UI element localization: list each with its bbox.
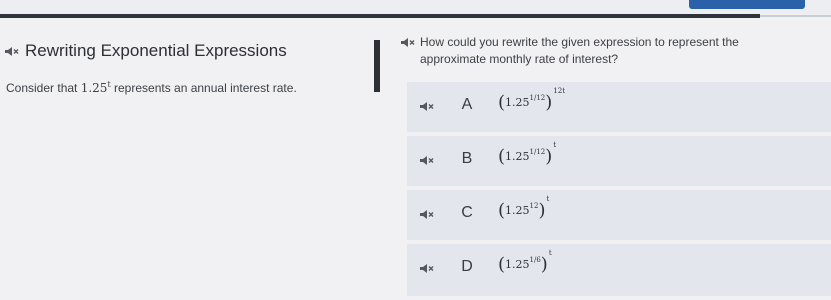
expr-inner-exponent: 1/12: [529, 93, 546, 102]
option-expression: $(1.25^{1/6})^t$: [498, 248, 552, 275]
expr-base: 1.25: [505, 258, 530, 271]
option-letter: D: [461, 258, 473, 275]
speaker-muted-icon[interactable]: [419, 155, 434, 166]
expr-inner-exponent: 12: [529, 201, 539, 210]
option-b[interactable]: [407, 136, 831, 186]
option-letter: A: [461, 96, 473, 113]
option-expression: $(1.25^{1/12})^{12t}$: [498, 86, 566, 113]
prompt-exponent: t: [107, 80, 111, 89]
progress-rule: [0, 14, 760, 18]
speaker-muted-icon[interactable]: [4, 46, 19, 57]
question-text: How could you rewrite the given expression to represent the approximate monthly rate of interest?: [420, 35, 739, 66]
expr-base: 1.25: [505, 204, 530, 217]
question-block: [400, 34, 780, 68]
speaker-muted-icon[interactable]: [419, 263, 434, 274]
option-expression: $(1.25^{1/12})^t$: [498, 140, 557, 167]
progress-rule-remaining: [760, 15, 831, 17]
activity-header: [4, 40, 287, 62]
prompt-expression: [81, 81, 111, 95]
activity-title: Rewriting Exponential Expressions: [25, 41, 287, 60]
prompt-text-after: represents an annual interest rate.: [114, 81, 297, 95]
expr-outer-exponent: t: [548, 248, 552, 257]
prompt-base: 1.25: [80, 81, 108, 95]
section-divider: [374, 40, 380, 92]
option-c[interactable]: [407, 190, 831, 240]
expr-inner-exponent: 1/12: [529, 147, 546, 156]
expr-outer-exponent: 12t: [553, 86, 566, 95]
option-letter: B: [461, 150, 473, 167]
top-accent-button[interactable]: [689, 0, 805, 9]
speaker-muted-icon[interactable]: [419, 101, 434, 112]
option-d[interactable]: [407, 244, 831, 296]
option-letter: C: [461, 204, 473, 221]
prompt-text-before: Consider that: [6, 81, 78, 95]
expr-outer-exponent: t: [553, 140, 557, 149]
expr-base: 1.25: [505, 150, 530, 163]
expr-outer-exponent: t: [546, 194, 550, 203]
expr-base: 1.25: [505, 96, 530, 109]
option-a[interactable]: [407, 82, 831, 132]
expr-inner-exponent: 1/6: [529, 255, 541, 264]
speaker-muted-icon[interactable]: [400, 37, 415, 48]
option-expression: $(1.25^{12})^t$: [498, 194, 550, 221]
speaker-muted-icon[interactable]: [419, 209, 434, 220]
prompt-text: [6, 80, 297, 95]
answer-options: [407, 82, 831, 300]
